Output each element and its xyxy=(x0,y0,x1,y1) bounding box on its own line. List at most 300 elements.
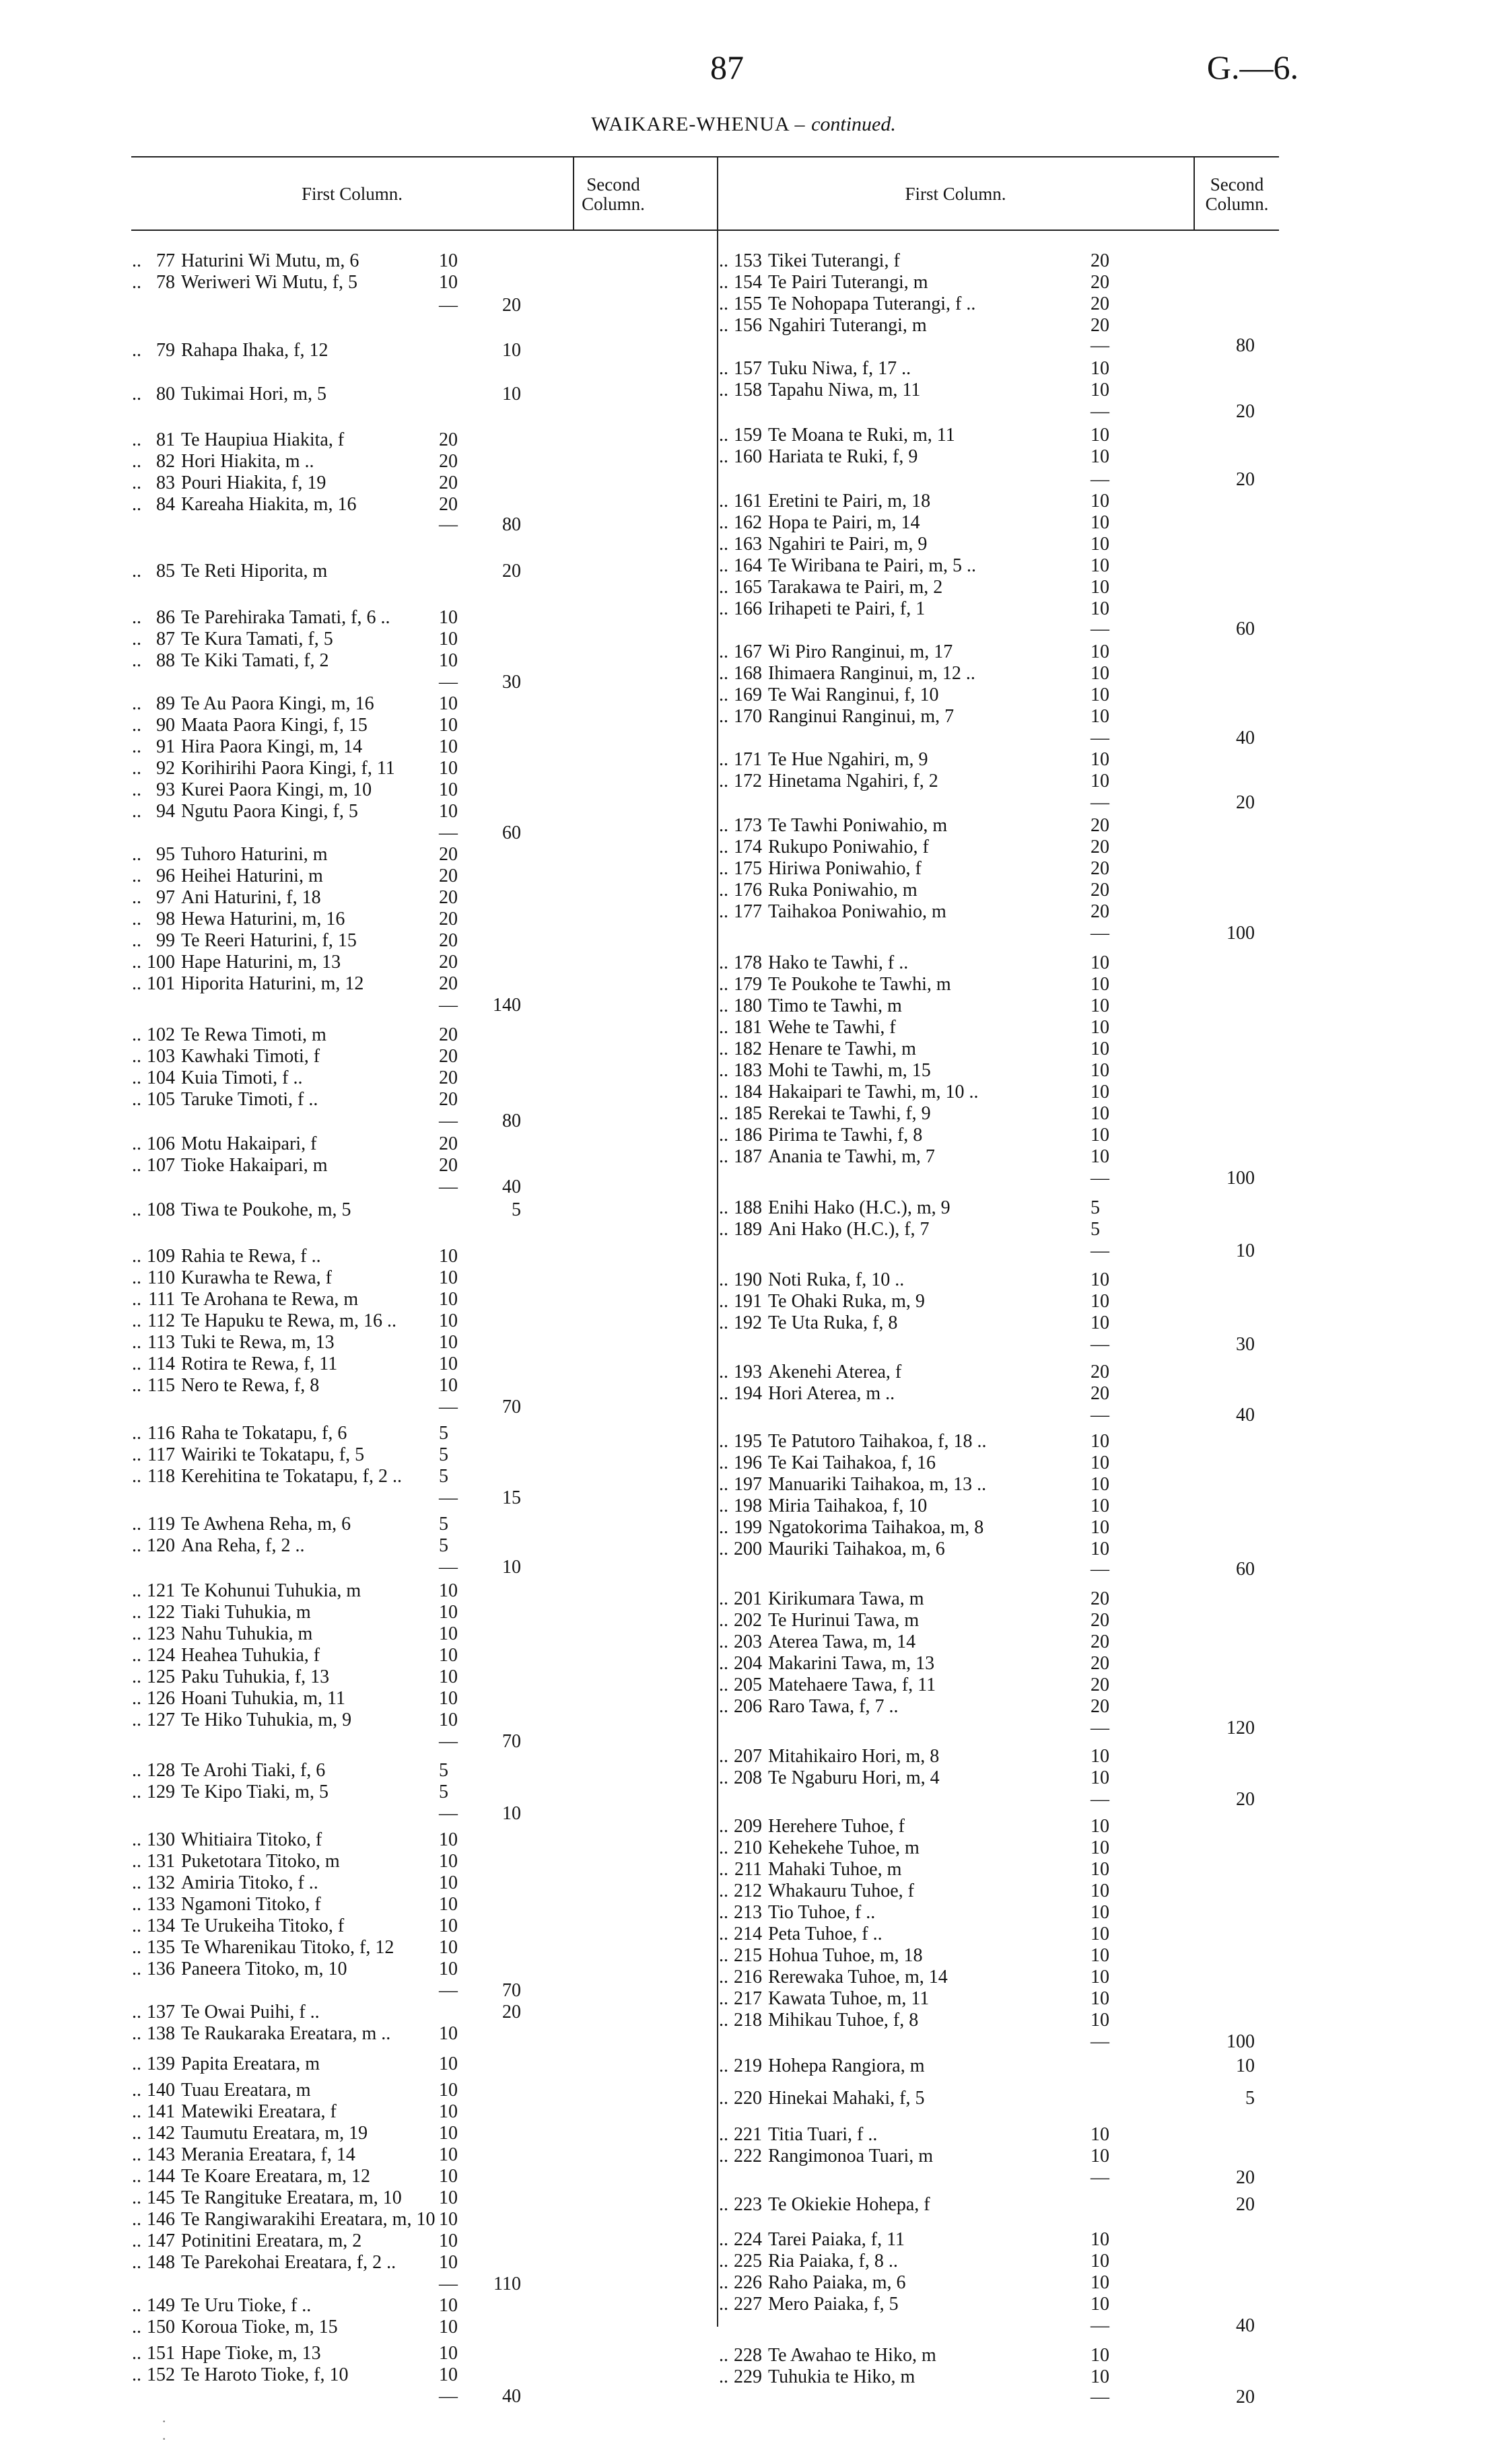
second-column-share: — xyxy=(439,295,458,316)
right-table-row xyxy=(719,1362,1282,1383)
entry-number: 182 xyxy=(734,1039,762,1059)
second-column-share: — xyxy=(439,1111,458,1131)
entry-name: Hohepa Rangiora, m xyxy=(768,2055,925,2076)
entry-number: 190 xyxy=(734,1269,762,1290)
right-table-row xyxy=(719,1452,1282,1474)
leader-dots: .. xyxy=(719,1269,728,1290)
leader-dots: .. xyxy=(719,1291,728,1312)
second-column-share: 10 xyxy=(1091,1967,1109,1987)
leader-dots: .. xyxy=(132,801,141,822)
entry-number: 169 xyxy=(734,684,762,705)
entry-name: Te Moana te Ruki, m, 11 xyxy=(768,425,955,446)
entry-number: 115 xyxy=(147,1375,175,1396)
left-table-row xyxy=(132,429,548,451)
second-column-share: — xyxy=(1091,1789,1109,1810)
leader-dots: .. xyxy=(132,1710,141,1730)
entry-name-cell xyxy=(719,2124,877,2146)
second-column-share: 10 xyxy=(439,1872,458,1893)
entry-name-cell xyxy=(132,2101,337,2123)
second-column-total: 10 xyxy=(502,1557,521,1578)
entry-name-cell xyxy=(132,1580,361,1602)
left-table-row xyxy=(132,1332,548,1353)
right-table-row xyxy=(719,2345,1282,2366)
right-table-row xyxy=(719,1631,1282,1653)
entry-name: Rahia te Rewa, f .. xyxy=(181,1246,321,1267)
entry-name: Kareaha Hiakita, m, 16 xyxy=(181,494,357,515)
second-column-share: 20 xyxy=(1091,293,1109,314)
right-table-row xyxy=(719,1168,1282,1189)
entry-name-cell xyxy=(719,2366,915,2388)
entry-name-cell xyxy=(132,1782,328,1803)
second-column-share: 10 xyxy=(1091,2124,1109,2145)
entry-name-cell xyxy=(719,952,908,974)
second-column-total: 70 xyxy=(502,1731,521,1752)
entry-name: Taihakoa Poniwahio, m xyxy=(768,901,946,922)
right-table-row xyxy=(719,1880,1282,1902)
second-column-share: 20 xyxy=(1091,272,1109,293)
leader-dots: .. xyxy=(719,1060,728,1081)
entry-name: Amiria Titoko, f .. xyxy=(181,1872,318,1893)
entry-name-cell xyxy=(132,866,323,887)
entry-number: 181 xyxy=(734,1017,762,1038)
entry-name-cell xyxy=(132,1623,312,1645)
entry-name: Rerewaka Tuhoe, m, 14 xyxy=(768,1967,948,1987)
entry-name-cell xyxy=(719,2229,905,2251)
entry-name: Paku Tuhukia, f, 13 xyxy=(181,1666,330,1687)
leader-dots: .. xyxy=(719,512,728,533)
second-column-share: 10 xyxy=(439,779,458,800)
right-table-row xyxy=(719,2194,1282,2216)
right-second-column-header xyxy=(1195,175,1279,214)
leader-dots: .. xyxy=(132,2101,141,2122)
second-column-total: 100 xyxy=(1226,1168,1255,1189)
entry-name: Whitiaira Titoko, f xyxy=(181,1829,322,1850)
entry-name: Hariata te Ruki, f, 9 xyxy=(768,446,918,467)
entry-name-cell xyxy=(132,2166,370,2187)
entry-name: Hako te Tawhi, f .. xyxy=(768,952,909,973)
entry-name-cell xyxy=(132,2080,311,2101)
entry-name-cell xyxy=(132,930,357,952)
left-table-row xyxy=(132,1959,548,1980)
second-column-share: — xyxy=(439,1397,458,1417)
second-column-share: 10 xyxy=(1091,1039,1109,1059)
left-table-row xyxy=(132,1289,548,1310)
left-table-row xyxy=(132,1466,548,1487)
second-column-total: 100 xyxy=(1226,2031,1255,2052)
center-divider xyxy=(717,156,718,2327)
right-table-row xyxy=(719,1789,1282,1810)
left-table-row xyxy=(132,2230,548,2252)
leader-dots: .. xyxy=(132,1645,141,1666)
second-column-total: 5 xyxy=(1245,2088,1255,2109)
entry-number: 109 xyxy=(147,1246,175,1267)
leader-dots: .. xyxy=(719,1431,728,1452)
entry-name: Hiriwa Poniwahio, f xyxy=(768,858,922,879)
second-column-share: 10 xyxy=(439,272,458,293)
right-table-row xyxy=(719,995,1282,1017)
entry-name: Te Haroto Tioke, f, 10 xyxy=(181,2364,349,2385)
right-table-row xyxy=(719,663,1282,684)
entry-name: Te Hue Ngahiri, m, 9 xyxy=(768,749,928,770)
second-column-total: 80 xyxy=(502,1111,521,1131)
entry-name: Mitahikairo Hori, m, 8 xyxy=(768,1746,940,1767)
right-table-row xyxy=(719,1517,1282,1539)
leader-dots: .. xyxy=(132,607,141,628)
second-column-share: — xyxy=(1091,2387,1109,2407)
second-column-share: — xyxy=(439,1731,458,1752)
entry-number: 106 xyxy=(147,1133,175,1154)
leader-dots: .. xyxy=(132,384,141,404)
right-table-row xyxy=(719,1197,1282,1219)
entry-name-cell xyxy=(132,1133,316,1155)
second-column-share: 5 xyxy=(439,1423,448,1444)
leader-dots: .. xyxy=(719,272,728,293)
second-column-total: 20 xyxy=(1236,2194,1255,2215)
entry-number: 94 xyxy=(156,801,175,822)
second-column-share: — xyxy=(439,995,458,1016)
entry-name: Te Arohi Tiaki, f, 6 xyxy=(181,1760,326,1781)
second-column-share: 20 xyxy=(1091,1631,1109,1652)
second-column-share: 10 xyxy=(1091,1060,1109,1081)
second-column-share: 10 xyxy=(1091,1902,1109,1923)
entry-name: Hape Tioke, m, 13 xyxy=(181,2343,321,2364)
leader-dots: .. xyxy=(132,650,141,671)
left-table-row xyxy=(132,2295,548,2317)
second-column-share: 10 xyxy=(439,1710,458,1730)
second-column-share: 5 xyxy=(1091,1197,1100,1218)
entry-number: 213 xyxy=(734,1902,762,1923)
entry-number: 151 xyxy=(147,2343,175,2364)
entry-name: Te Kohunui Tuhukia, m xyxy=(181,1580,361,1601)
leader-dots: .. xyxy=(132,1289,141,1310)
second-column-share: 20 xyxy=(1091,880,1109,901)
left-table-row xyxy=(132,451,548,472)
right-table-row xyxy=(719,749,1282,771)
entry-name-cell xyxy=(719,706,954,728)
entry-number: 176 xyxy=(734,880,762,901)
entry-name-cell xyxy=(719,1967,948,1988)
leader-dots: .. xyxy=(132,1959,141,1979)
second-column-share: 10 xyxy=(439,1959,458,1979)
entry-name-cell xyxy=(132,1602,311,1623)
second-column-share: 10 xyxy=(1091,1767,1109,1788)
leader-dots: .. xyxy=(132,1423,141,1444)
second-column-share: 10 xyxy=(1091,1816,1109,1837)
left-table-row xyxy=(132,866,548,887)
second-column-share: 20 xyxy=(1091,901,1109,922)
leader-dots: .. xyxy=(719,1859,728,1880)
second-column-share: 20 xyxy=(1091,1675,1109,1695)
leader-dots: .. xyxy=(132,2166,141,2187)
left-table-row xyxy=(132,1133,548,1155)
second-column-share: 10 xyxy=(1091,995,1109,1016)
left-table-row xyxy=(132,2386,548,2407)
second-column-share: 10 xyxy=(1091,577,1109,598)
leader-dots: .. xyxy=(719,1746,728,1767)
leader-dots: .. xyxy=(719,1610,728,1631)
leader-dots: .. xyxy=(719,1474,728,1495)
second-column-share: 10 xyxy=(1091,555,1109,576)
leader-dots: .. xyxy=(719,491,728,512)
left-table-row xyxy=(132,607,548,629)
entry-name: Tiwa te Poukohe, m, 5 xyxy=(181,1199,351,1220)
leader-dots: .. xyxy=(132,1375,141,1396)
entry-name-cell xyxy=(719,1103,931,1125)
entry-number: 210 xyxy=(734,1837,762,1858)
second-column-share: 10 xyxy=(1091,1103,1109,1124)
left-table-row xyxy=(132,494,548,516)
entry-number: 142 xyxy=(147,2123,175,2144)
leader-dots: .. xyxy=(132,715,141,736)
entry-number: 92 xyxy=(156,758,175,779)
leader-dots: .. xyxy=(132,1535,141,1556)
second-column-share: 5 xyxy=(439,1444,448,1465)
leader-dots: .. xyxy=(132,1514,141,1535)
right-table-row xyxy=(719,1291,1282,1312)
left-table-row xyxy=(132,1024,548,1046)
entry-name: Mauriki Taihakoa, m, 6 xyxy=(768,1539,945,1559)
second-column-share: 5 xyxy=(439,1514,448,1535)
entry-number: 184 xyxy=(734,1082,762,1102)
second-column-share: 10 xyxy=(439,2123,458,2144)
entry-name: Tukimai Hori, m, 5 xyxy=(181,384,326,404)
entry-number: 195 xyxy=(734,1431,762,1452)
entry-number: 88 xyxy=(156,650,175,671)
entry-name-cell xyxy=(132,909,345,930)
leader-dots: .. xyxy=(132,561,141,582)
second-column-share: — xyxy=(439,672,458,693)
entry-name: Hoani Tuhukia, m, 11 xyxy=(181,1688,345,1709)
entry-name-cell xyxy=(719,2272,906,2294)
entry-name: Rangimonoa Tuari, m xyxy=(768,2146,934,2167)
second-column-total: 40 xyxy=(1236,1405,1255,1425)
entry-name: Papita Ereatara, m xyxy=(181,2053,320,2074)
left-table-row xyxy=(132,2123,548,2144)
second-column-share: 10 xyxy=(1091,641,1109,662)
second-column-share: 10 xyxy=(439,2295,458,2316)
entry-number: 83 xyxy=(156,472,175,493)
entry-name: Kurawha te Rewa, f xyxy=(181,1267,332,1288)
leader-dots: .. xyxy=(719,1924,728,1944)
second-column-share: — xyxy=(1091,923,1109,944)
entry-name: Te Owai Puihi, f .. xyxy=(181,2002,320,2022)
second-column-share: 10 xyxy=(1091,1517,1109,1538)
leader-dots: .. xyxy=(719,380,728,400)
leader-dots: .. xyxy=(719,2146,728,2167)
entry-name-cell xyxy=(719,1902,875,1924)
entry-name: Tiaki Tuhukia, m xyxy=(181,1602,311,1623)
entry-number: 112 xyxy=(147,1310,175,1331)
entry-name-cell xyxy=(132,650,329,672)
left-table-row xyxy=(132,1937,548,1959)
entry-name-cell xyxy=(719,1767,940,1789)
left-table-row xyxy=(132,1645,548,1666)
leader-dots: .. xyxy=(132,909,141,929)
right-table-row xyxy=(719,2031,1282,2053)
entry-name: Te Au Paora Kingi, m, 16 xyxy=(181,693,374,714)
entry-name: Rahapa Ihaka, f, 12 xyxy=(181,340,328,361)
left-table-row xyxy=(132,736,548,758)
second-column-share: 20 xyxy=(1091,1362,1109,1382)
leader-dots: .. xyxy=(132,2002,141,2022)
left-table-row xyxy=(132,250,548,272)
second-column-share: 20 xyxy=(439,866,458,886)
right-table-row xyxy=(719,1312,1282,1334)
leader-dots: .. xyxy=(719,1945,728,1966)
right-table-row xyxy=(719,771,1282,792)
leader-dots: .. xyxy=(132,1851,141,1872)
right-table-row xyxy=(719,1082,1282,1103)
leader-dots: .. xyxy=(132,758,141,779)
entry-name: Rotira te Rewa, f, 11 xyxy=(181,1353,338,1374)
right-table-row xyxy=(719,2229,1282,2251)
second-column-total: 10 xyxy=(1236,1240,1255,1261)
leader-dots: .. xyxy=(132,1872,141,1893)
second-column-total: 80 xyxy=(1236,335,1255,356)
entry-number: 209 xyxy=(734,1816,762,1837)
leader-dots: .. xyxy=(719,1452,728,1473)
leader-dots: .. xyxy=(132,1353,141,1374)
right-table-row xyxy=(719,858,1282,880)
right-table-row xyxy=(719,1269,1282,1291)
entry-name: Tapahu Niwa, m, 11 xyxy=(768,380,921,400)
right-table-row xyxy=(719,1125,1282,1146)
leader-dots: .. xyxy=(132,1024,141,1045)
leader-dots: .. xyxy=(719,598,728,619)
left-second-column-header-line2: Column. xyxy=(582,194,645,214)
second-column-share: 10 xyxy=(1091,2010,1109,2031)
entry-name: Whakauru Tuhoe, f xyxy=(768,1880,914,1901)
entry-name-cell xyxy=(719,1988,929,2010)
second-column-share: 10 xyxy=(1091,1431,1109,1452)
leader-dots: .. xyxy=(132,1046,141,1067)
entry-number: 102 xyxy=(147,1024,175,1045)
entry-name: Te Kipo Tiaki, m, 5 xyxy=(181,1782,328,1802)
right-table-row xyxy=(719,1431,1282,1452)
entry-name: Heahea Tuhukia, f xyxy=(181,1645,320,1666)
right-table-row xyxy=(719,815,1282,837)
entry-name-cell xyxy=(719,995,902,1017)
entry-number: 90 xyxy=(156,715,175,736)
entry-name-cell xyxy=(719,880,918,901)
entry-number: 84 xyxy=(156,494,175,515)
second-column-share: — xyxy=(1091,1405,1109,1425)
second-column-total: 20 xyxy=(502,2002,521,2022)
entry-number: 208 xyxy=(734,1767,762,1788)
leader-dots: .. xyxy=(132,887,141,908)
entry-number: 167 xyxy=(734,641,762,662)
leader-dots: .. xyxy=(132,1688,141,1709)
entry-name: Taumutu Ereatara, m, 19 xyxy=(181,2123,368,2144)
entry-name: Mihikau Tuhoe, f, 8 xyxy=(768,2010,919,2031)
entry-name-cell xyxy=(132,1466,402,1487)
entry-number: 212 xyxy=(734,1880,762,1901)
left-table-row xyxy=(132,930,548,952)
table-header-rule xyxy=(131,230,1279,231)
leader-dots: .. xyxy=(719,1816,728,1837)
left-table-row xyxy=(132,1872,548,1894)
entry-name-cell xyxy=(719,1588,924,1610)
leader-dots: .. xyxy=(719,1219,728,1240)
leader-dots: .. xyxy=(719,1517,728,1538)
left-table-row xyxy=(132,822,548,844)
right-table-row xyxy=(719,1017,1282,1039)
entry-number: 189 xyxy=(734,1219,762,1240)
second-column-share: 10 xyxy=(439,1332,458,1353)
left-table-row xyxy=(132,1829,548,1851)
entry-name: Merania Ereatara, f, 14 xyxy=(181,2144,355,2165)
left-table-row xyxy=(132,629,548,650)
second-column-share: — xyxy=(1091,2167,1109,2188)
entry-name: Te Nohopapa Tuterangi, f .. xyxy=(768,293,976,314)
leader-dots: .. xyxy=(719,1197,728,1218)
entry-number: 199 xyxy=(734,1517,762,1538)
second-column-total: 20 xyxy=(1236,2167,1255,2188)
right-table-row xyxy=(719,2294,1282,2315)
leader-dots: .. xyxy=(132,1246,141,1267)
entry-number: 218 xyxy=(734,2010,762,2031)
right-first-column-header: First Column. xyxy=(905,184,1006,204)
left-table-row xyxy=(132,1710,548,1731)
entry-number: 91 xyxy=(156,736,175,757)
left-table-row xyxy=(132,887,548,909)
entry-name: Te Rewa Timoti, m xyxy=(181,1024,326,1045)
right-table-row xyxy=(719,837,1282,858)
leader-dots: .. xyxy=(132,1199,141,1220)
entry-number: 207 xyxy=(734,1746,762,1767)
entry-name-cell xyxy=(719,577,942,598)
leader-dots: .. xyxy=(132,2144,141,2165)
entry-name-cell xyxy=(132,2364,348,2386)
second-column-total: 15 xyxy=(502,1487,521,1508)
entry-number: 217 xyxy=(734,1988,762,2009)
entry-number: 166 xyxy=(734,598,762,619)
leader-dots: .. xyxy=(132,2187,141,2208)
leader-dots: .. xyxy=(719,2010,728,2031)
entry-name-cell xyxy=(719,1610,919,1631)
right-table-row xyxy=(719,1559,1282,1580)
leader-dots: .. xyxy=(719,1837,728,1858)
second-column-share: 5 xyxy=(439,1760,448,1781)
entry-name-cell xyxy=(719,1517,983,1539)
second-column-share: 20 xyxy=(439,973,458,994)
entry-name: Tarakawa te Pairi, m, 2 xyxy=(768,577,943,598)
second-column-share: 20 xyxy=(439,1024,458,1045)
entry-name: Haturini Wi Mutu, m, 6 xyxy=(181,250,359,271)
second-column-share: 10 xyxy=(1091,1017,1109,1038)
entry-number: 179 xyxy=(734,974,762,995)
right-table-row xyxy=(719,1767,1282,1789)
entry-name: Raho Paiaka, m, 6 xyxy=(768,2272,906,2293)
entry-name: Te Hurinui Tawa, m xyxy=(768,1610,920,1631)
entry-number: 177 xyxy=(734,901,762,922)
second-column-share: 20 xyxy=(439,909,458,929)
second-column-share: 10 xyxy=(1091,771,1109,791)
second-column-total: 20 xyxy=(1236,401,1255,422)
entry-number: 172 xyxy=(734,771,762,791)
right-table-row xyxy=(719,272,1282,293)
entry-number: 188 xyxy=(734,1197,762,1218)
entry-number: 171 xyxy=(734,749,762,770)
leader-dots: .. xyxy=(132,1466,141,1487)
second-column-share: 10 xyxy=(439,1310,458,1331)
left-table-row xyxy=(132,340,548,361)
entry-name: Hewa Haturini, m, 16 xyxy=(181,909,345,929)
entry-name: Te Uru Tioke, f .. xyxy=(181,2295,312,2316)
entry-name: Kirikumara Tawa, m xyxy=(768,1588,924,1609)
entry-number: 159 xyxy=(734,425,762,446)
second-column-share: 10 xyxy=(439,2101,458,2122)
